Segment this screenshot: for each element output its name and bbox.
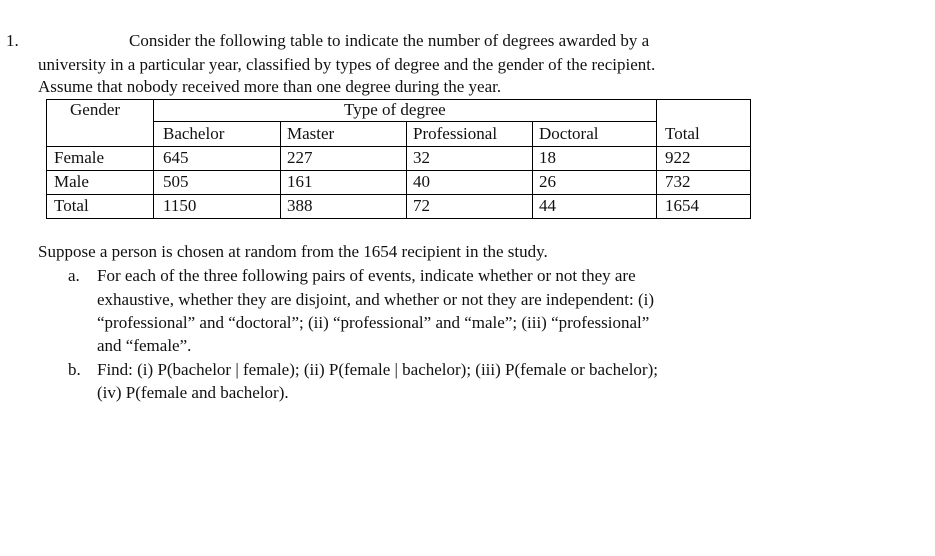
table-rule-v4: [532, 121, 533, 219]
table-rule-h2: [46, 146, 751, 147]
cell-total-professional: 72: [413, 196, 430, 215]
intro-line-1: Consider the following table to indicate the number of degrees awarded by a: [129, 31, 650, 50]
type-of-degree-header: Type of degree: [344, 100, 446, 119]
cell-total-master: 388: [287, 196, 313, 215]
cell-male-bachelor: 505: [163, 172, 189, 191]
table-rule-v5: [656, 99, 657, 219]
column-header-doctoral: Doctoral: [539, 124, 599, 143]
row-label-male: Male: [54, 172, 89, 191]
part-b-marker: b.: [68, 360, 81, 379]
cell-total-doctoral: 44: [539, 196, 556, 215]
cell-female-bachelor: 645: [163, 148, 189, 167]
cell-female-master: 227: [287, 148, 313, 167]
part-a-marker: a.: [68, 266, 80, 285]
cell-total-total: 1654: [665, 196, 699, 215]
cell-male-total: 732: [665, 172, 691, 191]
table-rule-bottom: [46, 218, 751, 219]
cell-male-master: 161: [287, 172, 313, 191]
column-header-professional: Professional: [413, 124, 498, 143]
cell-female-total: 922: [665, 148, 691, 167]
gender-header: Gender: [70, 100, 121, 119]
table-rule-h3: [46, 170, 751, 171]
table-rule-v1: [153, 99, 154, 219]
column-header-total: Total: [665, 124, 700, 143]
table-rule-v2: [280, 121, 281, 219]
column-header-bachelor: Bachelor: [163, 124, 225, 143]
table-rule-h4: [46, 194, 751, 195]
table-rule-v3: [406, 121, 407, 219]
cell-female-professional: 32: [413, 148, 430, 167]
part-a-line-3: “professional” and “doctoral”; (ii) “professional” and “male”; (iii) “professional”: [97, 313, 650, 332]
table-rule-v0: [46, 99, 47, 219]
part-a-line-4: and “female”.: [97, 336, 192, 355]
table-rule-v6: [750, 99, 751, 219]
intro-line-2: university in a particular year, classified by types of degree and the gender of the recipient.: [38, 55, 656, 74]
column-header-master: Master: [287, 124, 335, 143]
cell-female-doctoral: 18: [539, 148, 556, 167]
part-b-line-2: (iv) P(female and bachelor).: [97, 383, 289, 402]
part-b-line-1: Find: (i) P(bachelor | female); (ii) P(female | bachelor); (iii) P(female or bachelor);: [97, 360, 658, 379]
part-a-line-1: For each of the three following pairs of events, indicate whether or not they are: [97, 266, 636, 285]
part-a-line-2: exhaustive, whether they are disjoint, and whether or not they are independent: (i): [97, 290, 655, 309]
cell-male-professional: 40: [413, 172, 430, 191]
cell-total-bachelor: 1150: [163, 196, 197, 215]
degrees-table: [46, 99, 751, 219]
row-label-female: Female: [54, 148, 105, 167]
cell-male-doctoral: 26: [539, 172, 556, 191]
problem-number: 1.: [6, 31, 19, 50]
table-rule-h1: [153, 121, 656, 122]
question-lead: Suppose a person is chosen at random from the 1654 recipient in the study.: [38, 242, 548, 261]
intro-line-3: Assume that nobody received more than one degree during the year.: [38, 77, 502, 96]
row-label-total: Total: [54, 196, 89, 215]
